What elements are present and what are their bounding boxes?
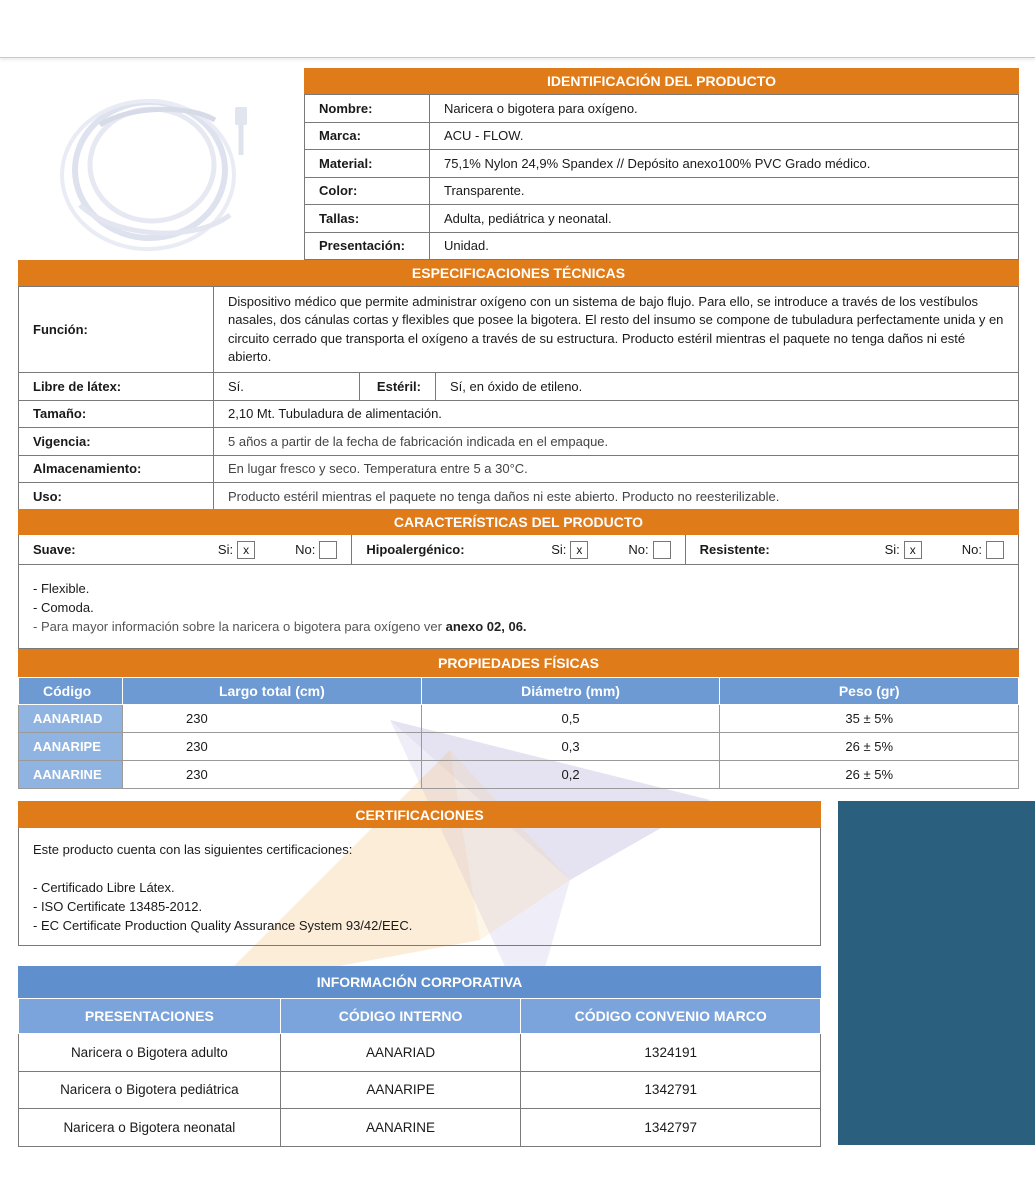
no-label: No: xyxy=(295,542,316,557)
si-label: Si: xyxy=(551,542,567,557)
note-item: - Flexible. xyxy=(33,581,90,596)
certifications-intro: Este producto cuenta con las siguientes certificaciones: xyxy=(33,842,353,857)
certification-item: - EC Certificate Production Quality Assurance System 93/42/EEC. xyxy=(33,918,413,933)
note-more-text: - Para mayor información sobre la naricera o bigotera para oxígeno ver xyxy=(33,619,446,634)
specs-header: ESPECIFICACIONES TÉCNICAS xyxy=(18,260,1019,286)
identification-label: Material: xyxy=(305,150,430,178)
characteristic-label: Suave: xyxy=(33,542,76,557)
spec-row xyxy=(19,428,1019,456)
corporate-cell: 1324191 xyxy=(521,1034,821,1072)
spec-label: Tamaño: xyxy=(19,400,214,428)
corporate-info-section xyxy=(18,966,821,1147)
corporate-row xyxy=(19,1034,821,1072)
corporate-cell: Naricera o Bigotera adulto xyxy=(19,1034,281,1072)
product-code: AANARIAD xyxy=(19,705,123,733)
no-checkbox[interactable] xyxy=(986,541,1004,559)
physical-properties-section xyxy=(18,649,1019,789)
identification-label: Marca: xyxy=(305,122,430,150)
annex-reference: anexo 02, 06. xyxy=(445,619,527,634)
identification-row xyxy=(305,177,1019,205)
note-item xyxy=(33,617,1004,636)
si-checkbox[interactable]: x xyxy=(904,541,922,559)
spec-label: Función: xyxy=(19,287,214,373)
spec-value: 2,10 Mt. Tubuladura de alimentación. xyxy=(214,400,1019,428)
characteristic-item xyxy=(19,535,351,564)
corporate-cell: 1342797 xyxy=(521,1109,821,1147)
corporate-cell: AANARIAD xyxy=(280,1034,521,1072)
certifications-header: CERTIFICACIONES xyxy=(18,801,821,828)
specs-table xyxy=(18,286,1019,511)
spec-row xyxy=(19,400,1019,428)
physical-column-header: Largo total (cm) xyxy=(122,678,421,705)
si-checkbox[interactable]: x xyxy=(237,541,255,559)
spec-value: Dispositivo médico que permite administrar oxígeno con un sistema de bajo flujo. Para ello, se introduce a través de los vestíbulos nasales, dos cánulas cortas y flexibles que posee la bigotera. El resto del insumo se compone de tubuladura perfectamente unida y en circuito cerrado que transporta el oxígeno a través de su estructura. Producto estéril mientras el paquete no tenga daños ni esté abierto. xyxy=(214,287,1019,373)
characteristics-header: CARACTERÍSTICAS DEL PRODUCTO xyxy=(18,509,1019,535)
corporate-column-header: CÓDIGO CONVENIO MARCO xyxy=(521,999,821,1034)
corporate-cell: AANARIPE xyxy=(280,1071,521,1109)
physical-value: 26 ± 5% xyxy=(720,733,1019,761)
note-item: - Comoda. xyxy=(33,600,94,615)
spec-label: Libre de látex: xyxy=(19,373,214,401)
characteristics-notes xyxy=(18,565,1019,649)
identification-row xyxy=(305,150,1019,178)
identification-value: 75,1% Nylon 24,9% Spandex // Depósito anexo100% PVC Grado médico. xyxy=(430,150,1019,178)
characteristic-label: Resistente: xyxy=(699,542,770,557)
corporate-cell: 1342791 xyxy=(521,1071,821,1109)
corporate-header: INFORMACIÓN CORPORATIVA xyxy=(18,966,821,998)
identification-label: Nombre: xyxy=(305,95,430,123)
corporate-cell: Naricera o Bigotera neonatal xyxy=(19,1109,281,1147)
product-identification-section xyxy=(304,68,1019,260)
identification-label: Color: xyxy=(305,177,430,205)
physical-table xyxy=(18,677,1019,789)
no-checkbox[interactable] xyxy=(319,541,337,559)
spec-label: Almacenamiento: xyxy=(19,455,214,483)
certifications-section xyxy=(18,801,821,946)
spec-row xyxy=(19,455,1019,483)
certifications-body xyxy=(18,828,821,946)
spec-row-funcion xyxy=(19,287,1019,373)
corporate-column-header: CÓDIGO INTERNO xyxy=(280,999,521,1034)
characteristics-row xyxy=(18,535,1019,565)
product-code: AANARIPE xyxy=(19,733,123,761)
identification-label: Presentación: xyxy=(305,232,430,260)
top-bar xyxy=(0,0,1035,58)
si-label: Si: xyxy=(884,542,900,557)
side-panel xyxy=(838,801,1035,1145)
spec-value: Sí. xyxy=(214,373,360,401)
spec-value: Producto estéril mientras el paquete no tenga daños ni este abierto. Producto no reesterilizable. xyxy=(214,483,1019,511)
physical-column-header: Diámetro (mm) xyxy=(421,678,720,705)
corporate-table xyxy=(18,998,821,1147)
identification-header: IDENTIFICACIÓN DEL PRODUCTO xyxy=(304,68,1019,94)
physical-value: 230 xyxy=(122,761,421,789)
no-label: No: xyxy=(961,542,982,557)
corporate-row xyxy=(19,1109,821,1147)
spec-label: Estéril: xyxy=(360,373,436,401)
physical-value: 26 ± 5% xyxy=(720,761,1019,789)
spec-row xyxy=(19,483,1019,511)
physical-value: 0,3 xyxy=(421,733,720,761)
characteristics-section xyxy=(18,509,1019,649)
identification-value: Naricera o bigotera para oxígeno. xyxy=(430,95,1019,123)
certification-item: - ISO Certificate 13485-2012. xyxy=(33,899,203,914)
identification-value: Unidad. xyxy=(430,232,1019,260)
corporate-row xyxy=(19,1071,821,1109)
si-checkbox[interactable]: x xyxy=(570,541,588,559)
physical-row xyxy=(19,761,1019,789)
identification-label: Tallas: xyxy=(305,205,430,233)
spec-value: Sí, en óxido de etileno. xyxy=(436,373,1019,401)
spec-label: Vigencia: xyxy=(19,428,214,456)
physical-value: 0,5 xyxy=(421,705,720,733)
physical-value: 0,2 xyxy=(421,761,720,789)
spec-value: 5 años a partir de la fecha de fabricación indicada en el empaque. xyxy=(214,428,1019,456)
characteristic-item xyxy=(351,535,684,564)
physical-value: 230 xyxy=(122,705,421,733)
identification-row xyxy=(305,232,1019,260)
identification-value: Adulta, pediátrica y neonatal. xyxy=(430,205,1019,233)
physical-value: 230 xyxy=(122,733,421,761)
si-label: Si: xyxy=(217,542,234,557)
characteristic-item xyxy=(685,535,1018,564)
physical-header: PROPIEDADES FÍSICAS xyxy=(18,649,1019,677)
product-code: AANARINE xyxy=(19,761,123,789)
spec-value: En lugar fresco y seco. Temperatura entre 5 a 30°C. xyxy=(214,455,1019,483)
spec-label: Uso: xyxy=(19,483,214,511)
certification-item: - Certificado Libre Látex. xyxy=(33,880,175,895)
no-label: No: xyxy=(628,542,649,557)
identification-table xyxy=(304,94,1019,260)
corporate-cell: AANARINE xyxy=(280,1109,521,1147)
identification-row xyxy=(305,205,1019,233)
no-checkbox[interactable] xyxy=(653,541,671,559)
identification-row xyxy=(305,122,1019,150)
physical-column-header: Código xyxy=(19,678,123,705)
physical-column-header: Peso (gr) xyxy=(720,678,1019,705)
identification-value: ACU - FLOW. xyxy=(430,122,1019,150)
spec-row-latex xyxy=(19,373,1019,401)
physical-value: 35 ± 5% xyxy=(720,705,1019,733)
technical-specs-section xyxy=(18,260,1019,511)
characteristic-label: Hipoalergénico: xyxy=(366,542,465,557)
corporate-cell: Naricera o Bigotera pediátrica xyxy=(19,1071,281,1109)
identification-row xyxy=(305,95,1019,123)
corporate-column-header: PRESENTACIONES xyxy=(19,999,281,1034)
physical-row xyxy=(19,733,1019,761)
physical-row xyxy=(19,705,1019,733)
identification-value: Transparente. xyxy=(430,177,1019,205)
nasal-cannula-image xyxy=(40,85,280,255)
